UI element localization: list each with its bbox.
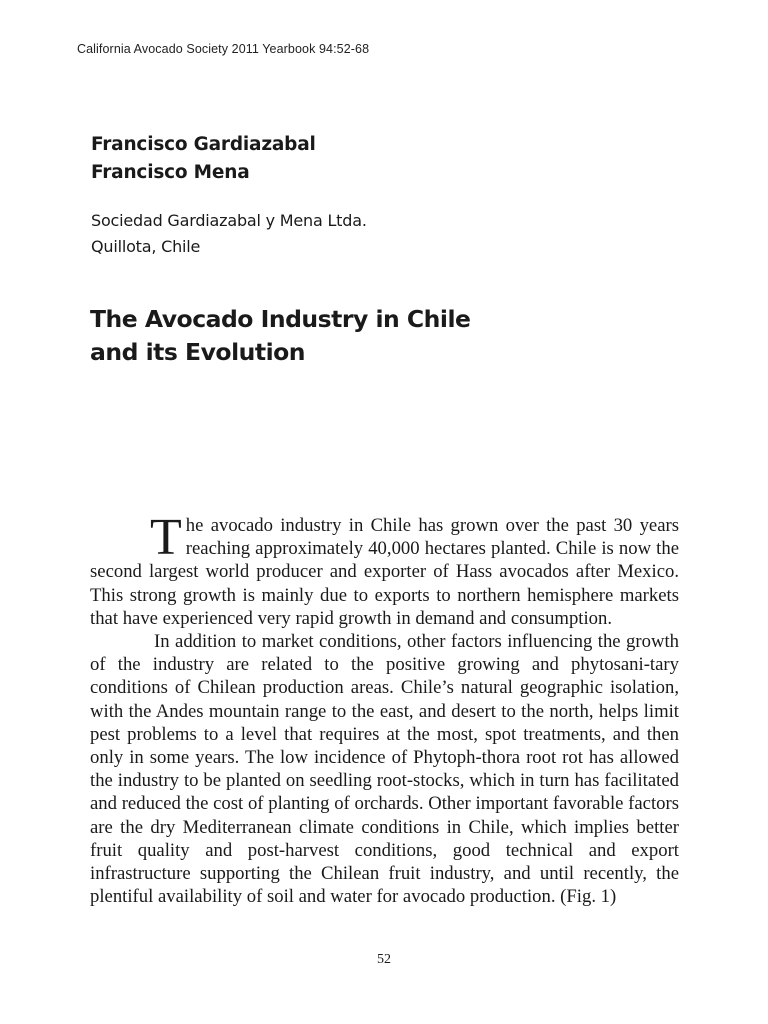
affiliation-line: Sociedad Gardiazabal y Mena Ltda. — [91, 211, 367, 230]
title-line: and its Evolution — [90, 338, 306, 366]
article-title — [90, 303, 470, 369]
paragraph-text: he avocado industry in Chile has grown over the past 30 years reaching approximately 40,000 hectares planted. Chile is now the second largest world producer and exporter of Hass avocados after Mexico. This strong growth is mainly due to exports to northern hemisphere markets that have experienced very rapid growth in demand and consumption. — [90, 515, 679, 629]
title-line: The Avocado Industry in Chile — [90, 305, 471, 333]
affiliation-line: Quillota, Chile — [91, 237, 201, 256]
running-head: California Avocado Society 2011 Yearbook 94:52-68 — [77, 42, 370, 56]
author-name: Francisco Gardiazabal — [91, 134, 316, 155]
paragraph — [90, 509, 679, 630]
affiliation — [91, 208, 367, 260]
author-name: Francisco Mena — [91, 162, 250, 183]
author-list — [91, 131, 316, 187]
article-body — [90, 509, 679, 908]
paragraph: In addition to market conditions, other factors influencing the growth of the industry are related to the positive growing and phytosani-tary conditions of Chilean production areas. Chile’s natural geographic isolation, with the Andes mountain range to the east, and desert to the north, helps limit pest problems to a level that requires at the most, spot treatments, and then only in some years. The low incidence of Phytoph-thora root rot has allowed the industry to be planted on seedling root-stocks, which in turn has facilitated and reduced the cost of planting of orchards. Other important favorable factors are the dry Mediterranean climate conditions in Chile, which implies better fruit quality and post-harvest conditions, good technical and export infrastructure supporting the Chilean fruit industry, and until recently, the plentiful availability of soil and water for avocado production. (Fig. 1) — [90, 631, 679, 908]
drop-cap: T — [150, 509, 182, 566]
page-number: 52 — [377, 952, 391, 967]
